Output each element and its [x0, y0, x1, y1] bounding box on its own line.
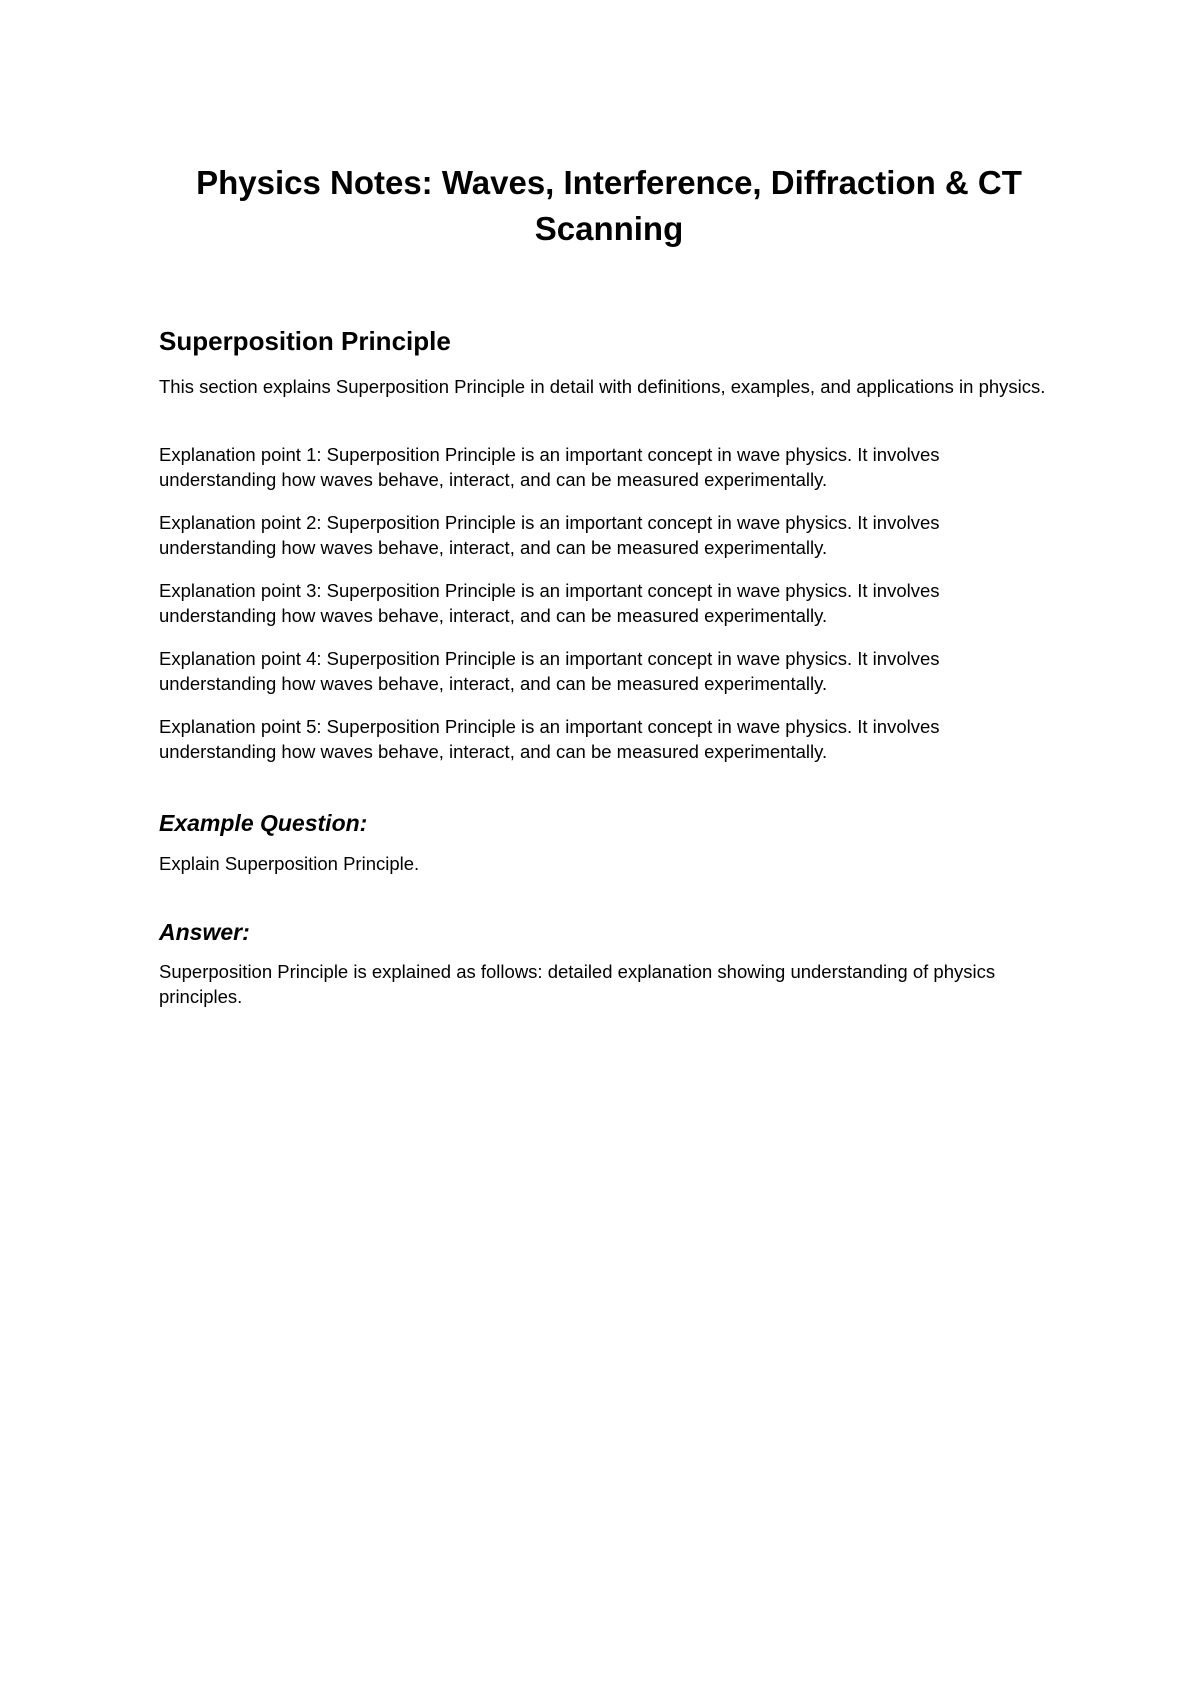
- document-title: Physics Notes: Waves, Interference, Diffraction & CT Scanning: [196, 164, 1022, 247]
- explanation-point-5: Explanation point 5: Superposition Principle is an important concept in wave physics. It involves understanding how waves behave, interact, and can be measured experimentally.: [159, 716, 940, 762]
- example-question-heading: Example Question:: [159, 810, 368, 836]
- explanation-point-2: Explanation point 2: Superposition Principle is an important concept in wave physics. It involves understanding how waves behave, interact, and can be measured experimentally.: [159, 512, 940, 558]
- section-intro: This section explains Superposition Principle in detail with definitions, examples, and applications in physics.: [159, 376, 1046, 397]
- example-question-text: Explain Superposition Principle.: [159, 853, 420, 874]
- answer-text: Superposition Principle is explained as follows: detailed explanation showing understanding of physics principles.: [159, 961, 996, 1007]
- explanation-point-4: Explanation point 4: Superposition Principle is an important concept in wave physics. It involves understanding how waves behave, interact, and can be measured experimentally.: [159, 648, 940, 694]
- explanation-point-3: Explanation point 3: Superposition Principle is an important concept in wave physics. It involves understanding how waves behave, interact, and can be measured experimentally.: [159, 580, 940, 626]
- section-heading: Superposition Principle: [159, 326, 451, 356]
- document-content: [159, 160, 1059, 1007]
- answer-heading: Answer:: [159, 919, 250, 945]
- explanation-point-1: Explanation point 1: Superposition Principle is an important concept in wave physics. It involves understanding how waves behave, interact, and can be measured experimentally.: [159, 444, 940, 490]
